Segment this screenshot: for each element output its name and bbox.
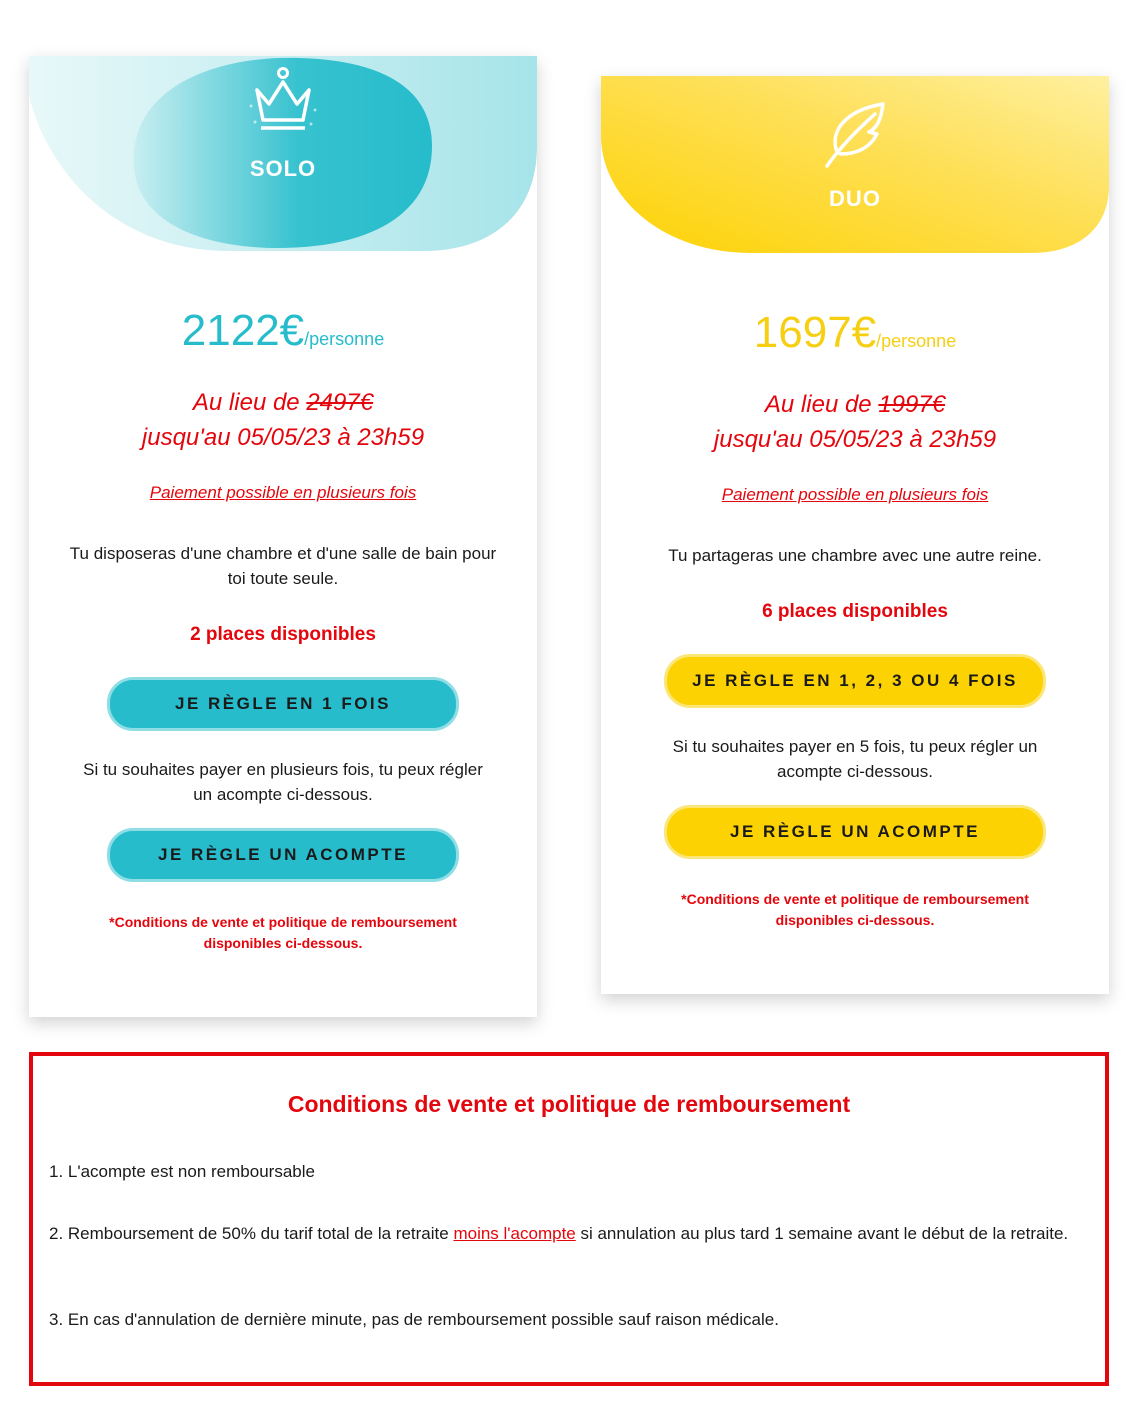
deposit-description: Si tu souhaites payer en plusieurs fois, tu peux régler un acompte ci-dessous.	[83, 760, 483, 804]
price-amount: 1697€	[753, 308, 877, 357]
old-price-prefix: Au lieu de	[764, 391, 879, 418]
deposit-description: Si tu souhaites payer en 5 fois, tu peux régler un acompte ci-dessous.	[672, 737, 1038, 781]
plan-description: Tu disposeras d'une chambre et d'une salle de bain pour toi toute seule.	[69, 544, 497, 588]
crown-icon	[247, 66, 319, 136]
price	[601, 308, 1109, 358]
conditions-title: Conditions de vente et politique de remboursement	[287, 1091, 851, 1117]
payment-options-link[interactable]: Paiement possible en plusieurs fois	[721, 485, 989, 504]
price-unit: /personne	[304, 329, 385, 349]
payment-options-link[interactable]: Paiement possible en plusieurs fois	[149, 483, 417, 502]
pay-deposit-button[interactable]: JE RÈGLE UN ACOMPTE	[107, 828, 459, 882]
pay-deposit-button[interactable]: JE RÈGLE UN ACOMPTE	[664, 805, 1046, 859]
offer-deadline: jusqu'au 05/05/23 à 23h59	[713, 426, 997, 453]
solo-plan-card	[29, 56, 537, 1017]
conditions-note: *Conditions de vente et politique de remboursement disponibles ci-dessous.	[681, 891, 1029, 928]
condition-item-2	[49, 1218, 1085, 1249]
price-unit: /personne	[876, 331, 957, 351]
places-available: 2 places disponibles	[190, 624, 376, 645]
offer-deadline: jusqu'au 05/05/23 à 23h59	[141, 424, 425, 451]
old-price-block	[601, 387, 1109, 457]
price	[29, 306, 537, 356]
conditions-box	[29, 1052, 1109, 1386]
plan-name: DUO	[829, 186, 881, 211]
condition-item-2-text-start: 2. Remboursement de 50% du tarif total de la retraite	[49, 1224, 454, 1243]
duo-plan-card	[601, 76, 1109, 994]
deposit-link[interactable]: moins l'acompte	[453, 1224, 576, 1243]
conditions-note: *Conditions de vente et politique de remboursement disponibles ci-dessous.	[109, 914, 457, 951]
condition-item-2-text-end: si annulation au plus tard 1 semaine avant le début de la retraite.	[575, 1224, 1069, 1243]
old-price-value: 1997€	[878, 391, 946, 418]
pay-installments-button[interactable]: JE RÈGLE EN 1, 2, 3 OU 4 FOIS	[664, 654, 1046, 708]
old-price-value: 2497€	[306, 389, 374, 416]
places-available: 6 places disponibles	[762, 601, 948, 622]
feather-icon	[819, 100, 891, 172]
price-amount: 2122€	[181, 306, 305, 355]
condition-item-3: 3. En cas d'annulation de dernière minute, pas de remboursement possible sauf raison médicale.	[49, 1310, 779, 1329]
pay-once-button[interactable]: JE RÈGLE EN 1 FOIS	[107, 677, 459, 731]
old-price-prefix: Au lieu de	[192, 389, 307, 416]
plan-description: Tu partageras une chambre avec une autre reine.	[668, 546, 1042, 565]
condition-item-1: 1. L'acompte est non remboursable	[49, 1162, 315, 1181]
plan-name: SOLO	[249, 156, 317, 181]
old-price-block	[29, 385, 537, 455]
